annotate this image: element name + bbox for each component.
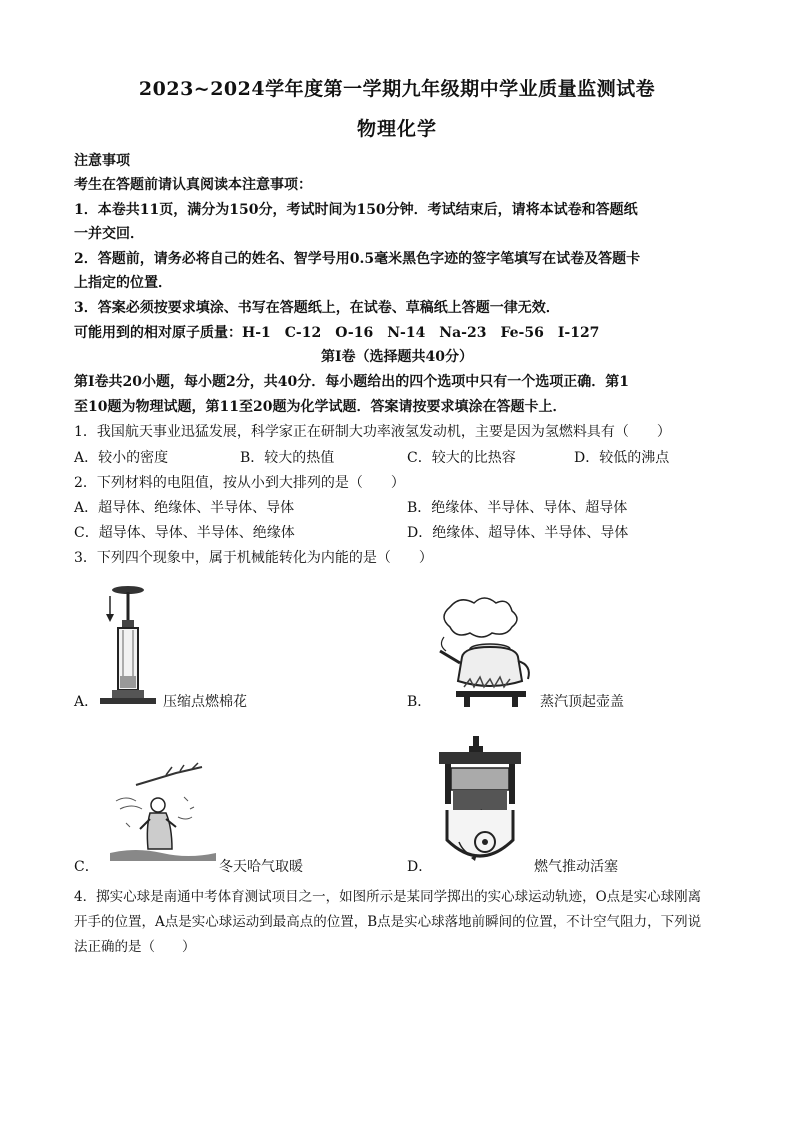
notes-heading: 注意事项 bbox=[74, 153, 130, 169]
notes-intro: 考生在答题前请认真阅读本注意事项： bbox=[74, 177, 312, 193]
q3-option-c-caption: 冬天哈气取暖 bbox=[219, 859, 303, 875]
q3-stem: 3．下列四个现象中，属于机械能转化为内能的是（ ） bbox=[74, 550, 433, 566]
exam-subject: 物理化学 bbox=[356, 118, 437, 140]
q2-option-a: A．超导体、绝缘体、半导体、导体 bbox=[74, 500, 295, 516]
notes-item-3: 3．答案必须按要求填涂、书写在答题纸上，在试卷、草稿纸上答题一律无效． bbox=[74, 300, 560, 316]
q1-stem: 1．我国航天事业迅猛发展，科学家正在研制大功率液氢发动机，主要是因为氢燃料具有（ ） bbox=[74, 424, 671, 440]
atomic-mass-line: 可能用到的相对原子质量：H-1 C-12 O-16 N-14 Na-23 Fe-56 I-127 bbox=[74, 325, 600, 341]
notes-item-2b: 上指定的位置． bbox=[74, 275, 172, 291]
q3-option-b-letter: B． bbox=[407, 694, 432, 710]
q1-option-c: C．较大的比热容 bbox=[407, 450, 516, 466]
q3-option-d-caption: 燃气推动活塞 bbox=[534, 859, 618, 875]
q3-option-b-caption: 蒸汽顶起壶盖 bbox=[540, 694, 624, 710]
q2-option-d: D．绝缘体、超导体、半导体、导体 bbox=[407, 525, 629, 541]
fire-syringe-figure bbox=[98, 582, 158, 712]
q3-option-a-caption: 压缩点燃棉花 bbox=[163, 694, 247, 710]
q2-option-c: C．超导体、导体、半导体、绝缘体 bbox=[74, 525, 295, 541]
q3-option-c-letter: C． bbox=[74, 859, 99, 875]
kettle-steam-figure bbox=[430, 597, 540, 709]
q2-option-b: B．绝缘体、半导体、导体、超导体 bbox=[407, 500, 628, 516]
section1-desc-a: 第Ⅰ卷共20小题，每小题2分，共40分．每小题给出的四个选项中只有一个选项正确．第1 bbox=[74, 374, 629, 390]
q1-option-a: A．较小的密度 bbox=[74, 450, 169, 466]
q3-option-d-letter: D． bbox=[407, 859, 433, 875]
winter-breath-figure bbox=[106, 757, 218, 869]
notes-item-1a: 1．本卷共11页，满分为150分，考试时间为150分钟．考试结束后，请将本试卷和答题纸 bbox=[74, 202, 638, 218]
q4-stem-b: 开手的位置，A点是实心球运动到最高点的位置，B点是实心球落地前瞬间的位置，不计空气阻力，下列说 bbox=[74, 914, 702, 930]
section1-desc-b: 至10题为物理试题，第11至20题为化学试题．答案请按要求填涂在答题卡上． bbox=[74, 399, 567, 415]
notes-item-1b: 一并交回． bbox=[74, 226, 144, 242]
q1-option-d: D．较低的沸点 bbox=[574, 450, 670, 466]
notes-item-2a: 2．答题前，请务必将自己的姓名、智学号用0.5毫米黑色字迹的签字笔填写在试卷及答题卡 bbox=[74, 251, 641, 267]
q2-stem: 2．下列材料的电阻值，按从小到大排列的是（ ） bbox=[74, 475, 405, 491]
engine-piston-figure bbox=[435, 734, 525, 870]
q1-option-b: B．较大的热值 bbox=[240, 450, 335, 466]
q4-stem-c: 法正确的是（ ） bbox=[74, 939, 196, 955]
exam-title: 2023~2024学年度第一学期九年级期中学业质量监测试卷 bbox=[138, 78, 656, 100]
q3-option-a-letter: A． bbox=[74, 694, 99, 710]
section1-heading: 第Ⅰ卷（选择题共40分） bbox=[320, 349, 474, 365]
q4-stem-a: 4．掷实心球是南通中考体育测试项目之一，如图所示是某同学掷出的实心球运动轨迹，O点是实心球刚离 bbox=[74, 889, 702, 905]
